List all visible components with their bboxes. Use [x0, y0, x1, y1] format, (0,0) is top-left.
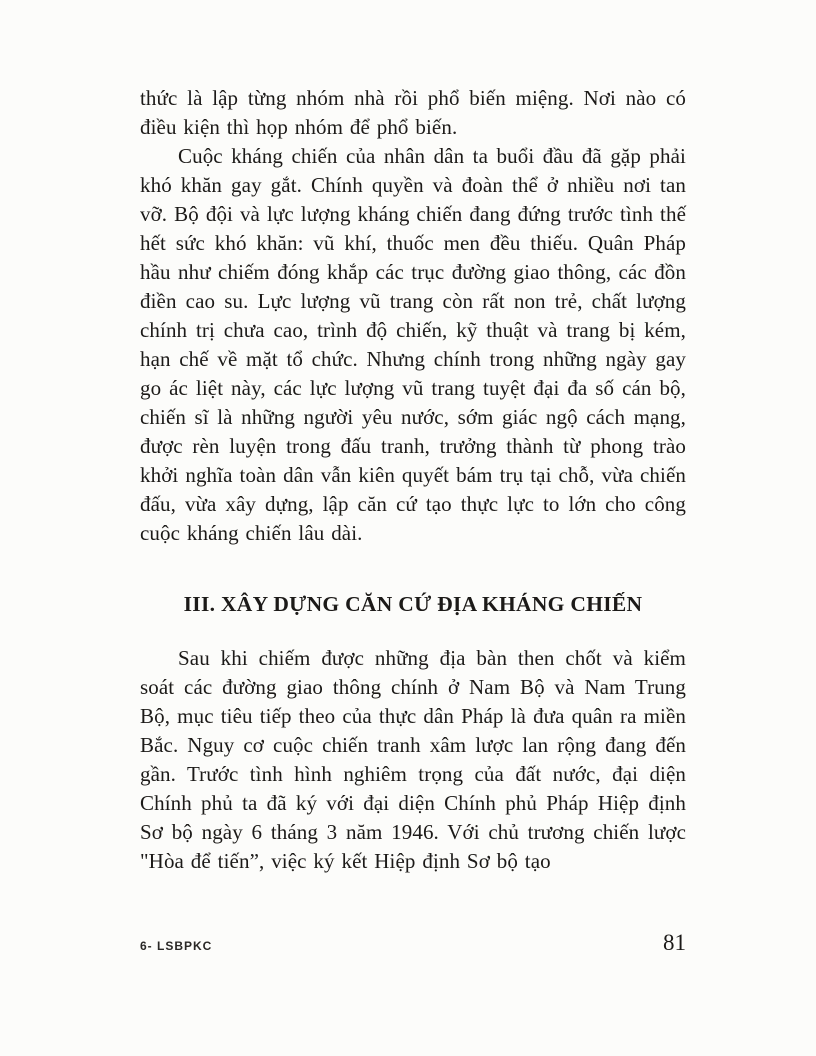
page-footer — [140, 930, 686, 956]
paragraph-resistance-difficulties: Cuộc kháng chiến của nhân dân ta buổi đầu đã gặp phải khó khăn gay gắt. Chính quyền và đoàn thể ở nhiều nơi tan vỡ. Bộ đội và lực lượng kháng chiến đang đứng trước tình thế hết sức khó khăn: vũ khí, thuốc men đều thiếu. Quân Pháp hầu như chiếm đóng khắp các trục đường giao thông, các đồn điền cao su. Lực lượng vũ trang còn rất non trẻ, chất lượng chính trị chưa cao, trình độ chiến, kỹ thuật và trang bị kém, hạn chế về mặt tổ chức. Nhưng chính trong những ngày gay go ác liệt này, các lực lượng vũ trang tuyệt đại đa số cán bộ, chiến sĩ là những người yêu nước, sớm giác ngộ cách mạng, được rèn luyện trong đấu tranh, trưởng thành từ phong trào khởi nghĩa toàn dân vẫn kiên quyết bám trụ tại chỗ, vừa chiến đấu, vừa xây dựng, lập căn cứ tạo thực lực to lớn cho công cuộc kháng chiến lâu dài. — [140, 144, 686, 545]
page-number: 81 — [663, 930, 686, 955]
page-text-block — [140, 84, 686, 876]
printer-signature: 6- LSBPKC — [140, 939, 213, 953]
section-heading: III. XÂY DỰNG CĂN CỨ ĐỊA KHÁNG CHIẾN — [183, 592, 643, 616]
paragraph-base-building: Sau khi chiếm được những địa bàn then chốt và kiểm soát các đường giao thông chính ở Nam Bộ và Nam Trung Bộ, mục tiêu tiếp theo của thực dân Pháp là đưa quân ra miền Bắc. Nguy cơ cuộc chiến tranh xâm lược lan rộng đang đến gần. Trước tình hình nghiêm trọng của đất nước, đại diện Chính phủ ta đã ký với đại diện Chính phủ Pháp Hiệp định Sơ bộ ngày 6 tháng 3 năm 1946. Với chủ trương chiến lược "Hòa để tiến”, việc ký kết Hiệp định Sơ bộ tạo — [140, 646, 686, 873]
paragraph-continuation: thức là lập từng nhóm nhà rồi phổ biến miệng. Nơi nào có điều kiện thì họp nhóm để phổ biến. — [140, 86, 686, 139]
